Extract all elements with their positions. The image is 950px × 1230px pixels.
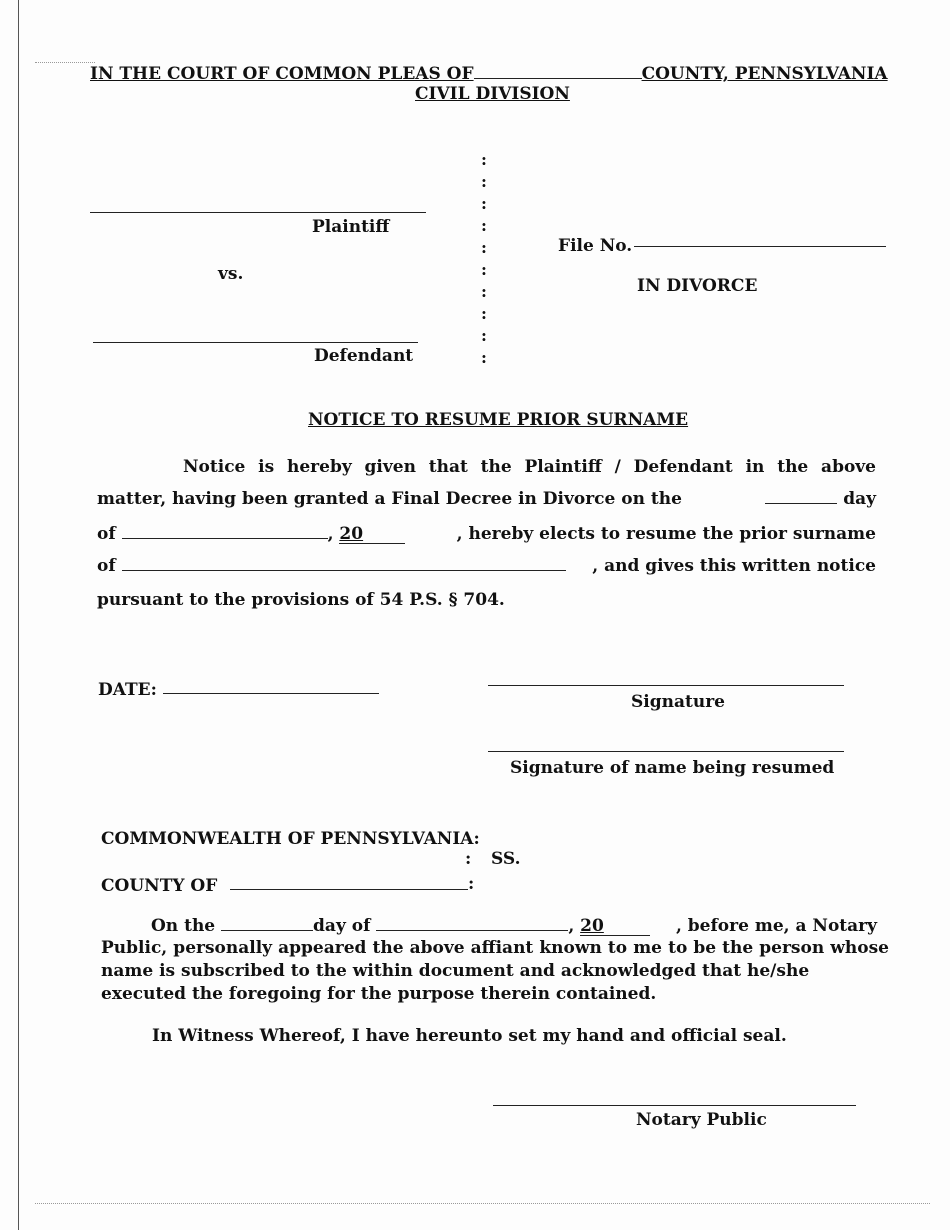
ss-label: SS. — [491, 849, 521, 869]
caption-colon: : — [481, 260, 487, 279]
notice-line-3: of , 20 , hereby elects to resume the prior surname — [97, 524, 876, 544]
notice-line-2: matter, having been granted a Final Decree in Divorce on the day — [97, 489, 876, 509]
resumed-signature-label: Signature of name being resumed — [510, 758, 835, 778]
notice-line-4: of , and gives this written notice — [97, 556, 876, 576]
caption-colon: : — [481, 216, 487, 235]
plaintiff-label: Plaintiff — [312, 217, 390, 237]
notary-line-3: name is subscribed to the within document and acknowledged that he/she — [101, 961, 810, 981]
court-heading: IN THE COURT OF COMMON PLEAS OF COUNTY, PENNSYLVANIA — [90, 64, 888, 84]
page-edge-line — [18, 0, 19, 1230]
caption-colon: : — [481, 238, 487, 257]
date-line — [163, 693, 379, 694]
file-no-label: File No. — [558, 236, 633, 256]
venue-colon: : — [465, 849, 472, 869]
commonwealth-label: COMMONWEALTH OF PENNSYLVANIA: — [101, 829, 480, 849]
caption-colon: : — [481, 304, 487, 323]
caption-colon: : — [481, 172, 487, 191]
top-edge-mark — [35, 62, 95, 63]
date-label: DATE: — [98, 680, 157, 700]
notary-county-line — [230, 889, 468, 890]
caption-colon: : — [481, 194, 487, 213]
plaintiff-name-line — [90, 212, 426, 213]
county-of-label: COUNTY OF — [101, 876, 218, 896]
signature-line — [488, 685, 844, 686]
case-type-label: IN DIVORCE — [637, 276, 758, 296]
notary-month-blank — [376, 916, 568, 931]
decree-month-blank — [122, 524, 328, 539]
defendant-name-line — [93, 342, 418, 343]
resumed-signature-line — [488, 751, 844, 752]
notary-year-blank: 20 — [580, 917, 650, 936]
defendant-label: Defendant — [314, 346, 414, 366]
notary-line-4: executed the foregoing for the purpose therein contained. — [101, 984, 657, 1004]
notary-line-1: On the day of , 20 , before me, a Notary — [151, 916, 877, 936]
county-blank — [474, 64, 642, 79]
caption-colon: : — [481, 348, 487, 367]
notary-public-label: Notary Public — [636, 1110, 767, 1130]
caption-colon: : — [481, 326, 487, 345]
prior-surname-blank — [122, 556, 566, 571]
decree-year-blank: 20 — [339, 525, 405, 544]
signature-label: Signature — [631, 692, 725, 712]
file-no-line — [634, 246, 886, 247]
notice-line-5: pursuant to the provisions of 54 P.S. § 704. — [97, 590, 505, 610]
caption-colon: : — [481, 282, 487, 301]
notice-line-1: Notice is hereby given that the Plaintiff / Defendant in the above — [183, 457, 876, 477]
notice-title: NOTICE TO RESUME PRIOR SURNAME — [308, 410, 689, 430]
vs-label: vs. — [218, 264, 244, 284]
notary-line-2: Public, personally appeared the above affiant known to me to be the person whose — [101, 938, 889, 958]
caption-colon: : — [481, 150, 487, 169]
county-colon: : — [468, 874, 475, 894]
bottom-edge-line — [35, 1203, 930, 1204]
witness-statement: In Witness Whereof, I have hereunto set my hand and official seal. — [152, 1026, 787, 1046]
county-state-label: COUNTY, PENNSYLVANIA — [641, 64, 888, 84]
notary-signature-line — [493, 1105, 856, 1106]
decree-day-blank — [765, 489, 837, 504]
civil-division-heading: CIVIL DIVISION — [415, 84, 570, 104]
notary-day-blank — [221, 916, 313, 931]
